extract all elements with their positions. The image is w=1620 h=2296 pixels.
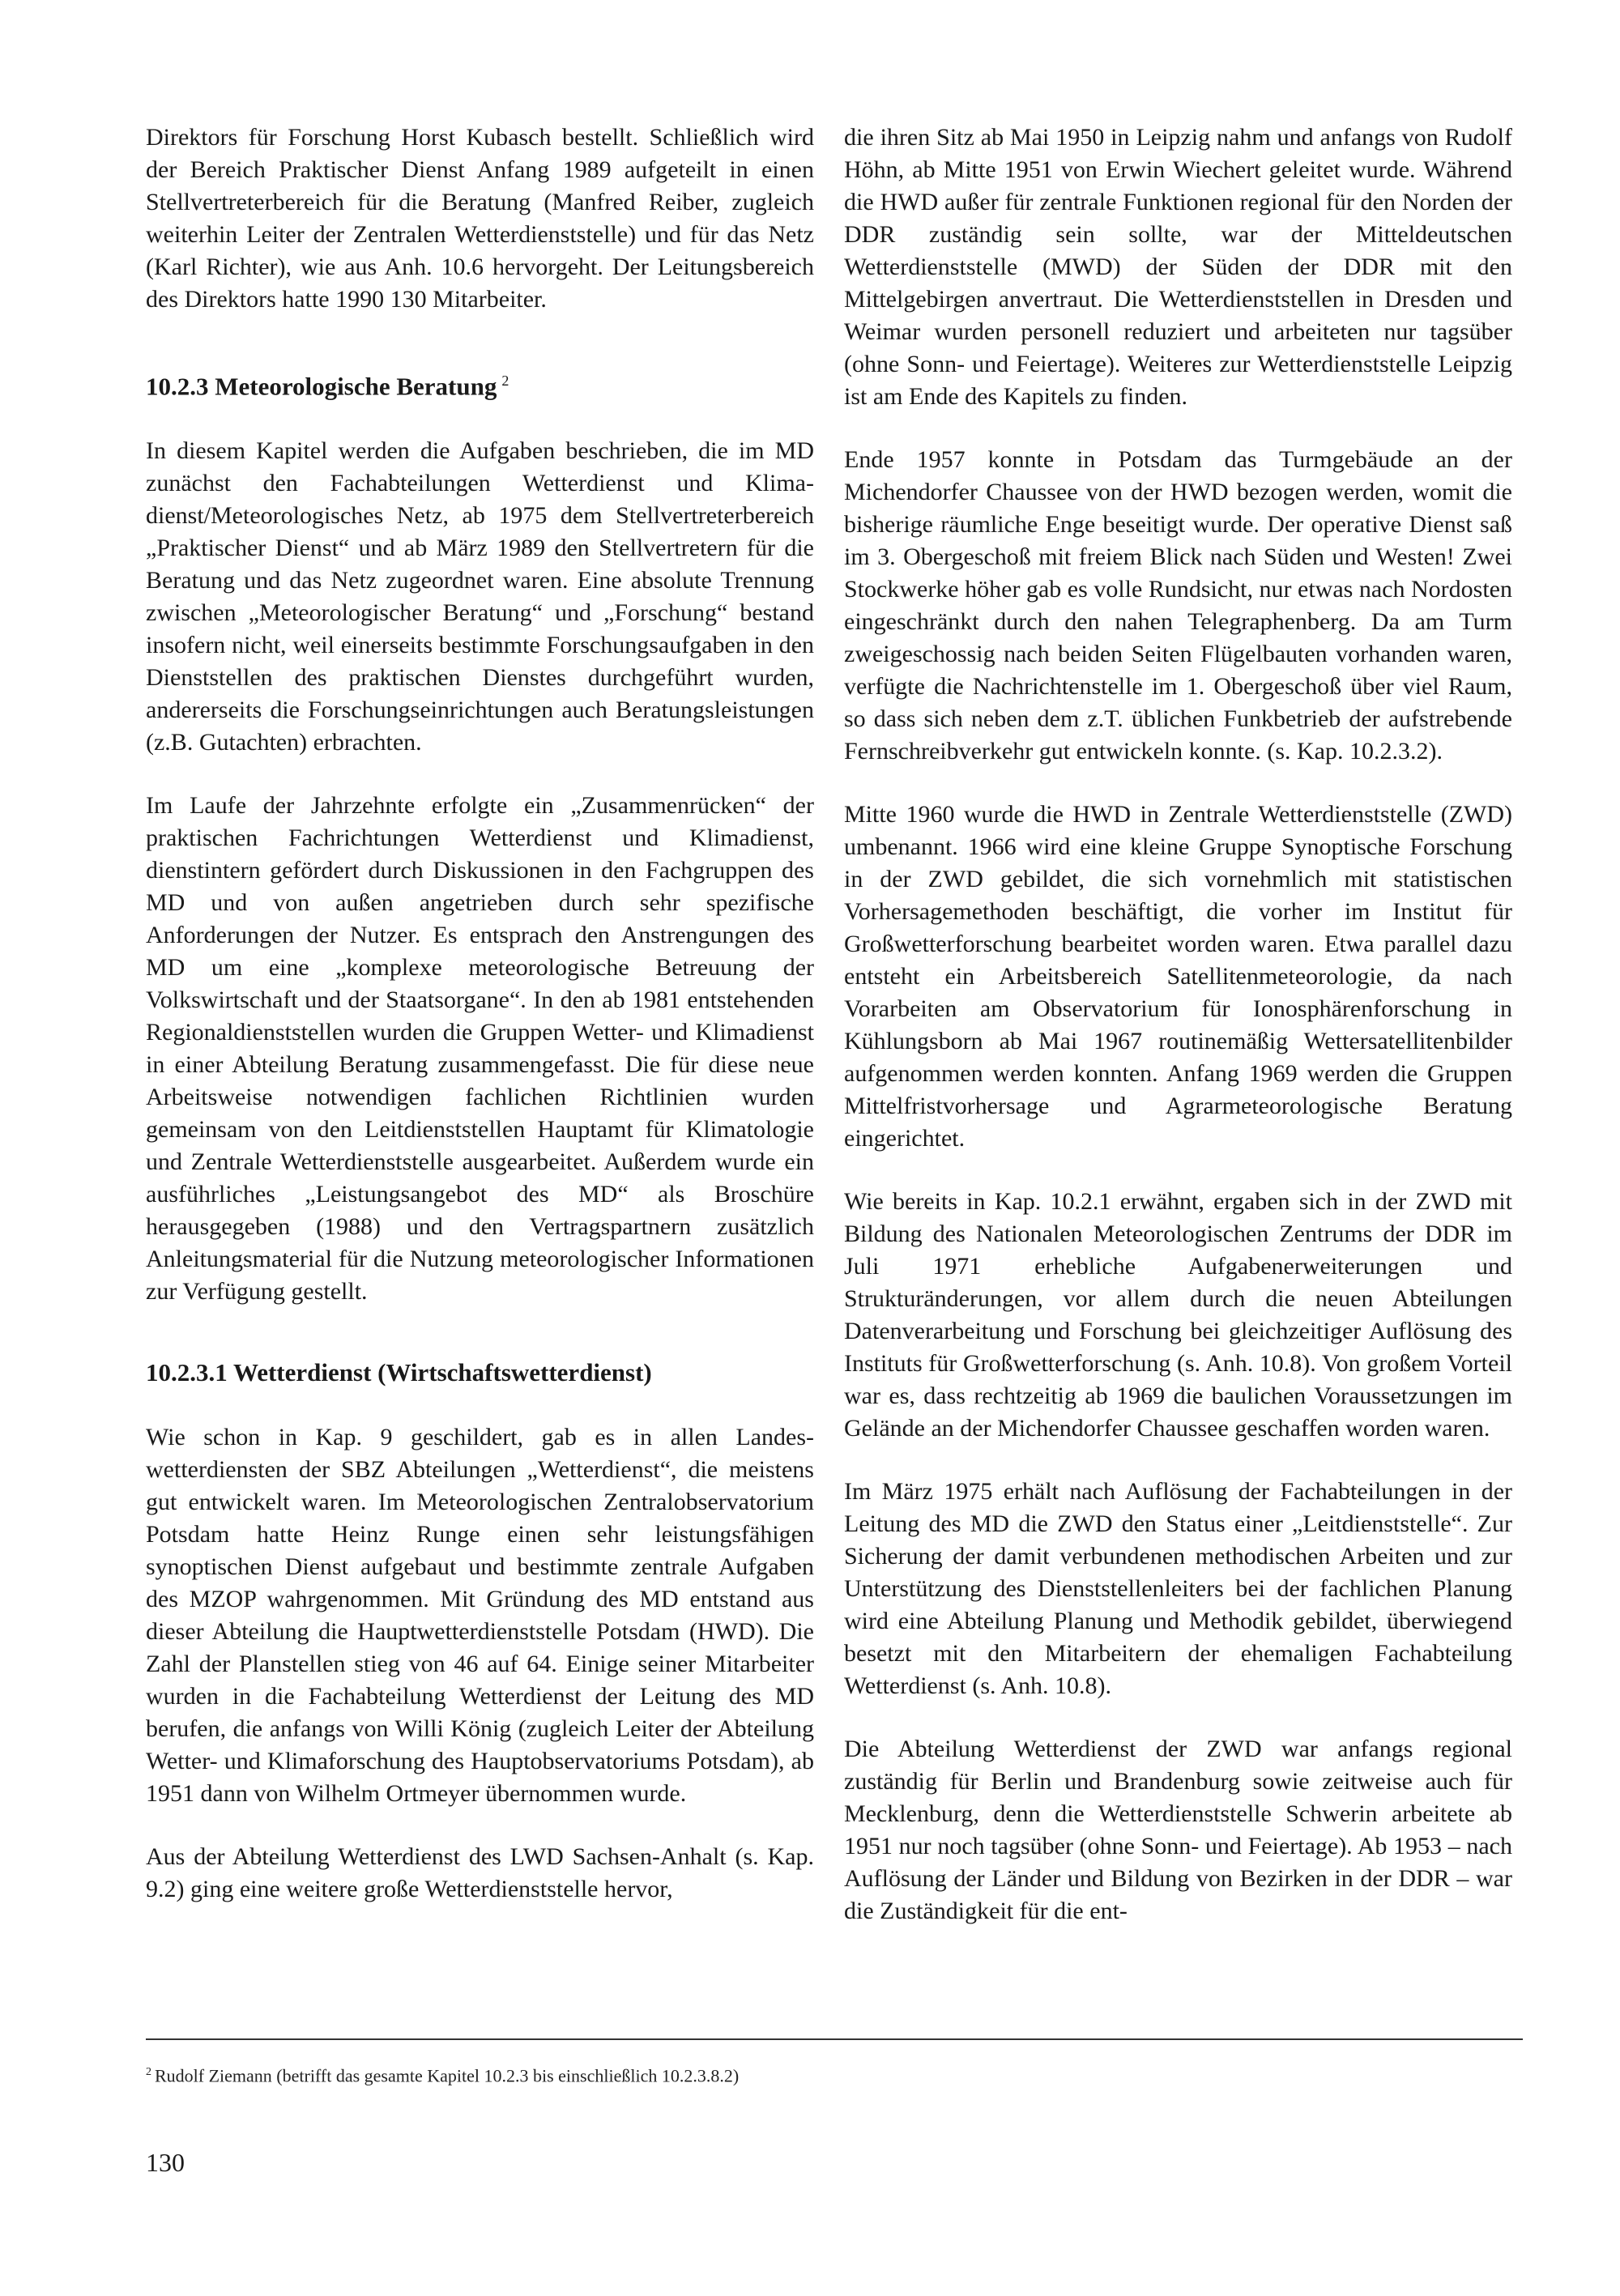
footnote — [146, 2061, 739, 2087]
footnote-mark: 2 — [146, 2066, 151, 2078]
paragraph: die ihren Sitz ab Mai 1950 in Leipzig nahm und anfangs von Rudolf Höhn, ab Mitte 1951 von Erwin Wiechert geleitet wurde. Während die HWD außer für zentrale Funktionen regional für den Norden der DDR zuständig sein sollte, war der Mitteldeutschen Wetterdienststelle (MWD) der Süden der DDR mit den Mittelgebirgen anvertraut. Die Wetterdienststellen in Dresden und Weimar wurden personell reduziert und arbeiteten nur tagsüber (ohne Sonn- und Feiertage). Weiteres zur Wetterdienststelle Leipzig ist am Ende des Kapitels zu finden. — [844, 124, 1512, 410]
footnote-divider — [146, 2038, 1523, 2040]
section-heading-10-2-3 — [146, 364, 814, 403]
page-number: 130 — [146, 2148, 185, 2177]
paragraph: Wie bereits in Kap. 10.2.1 erwähnt, ergaben sich in der ZWD mit Bildung des Nationalen Meteorologischen Zentrums der DDR im Juli 1971 erhebliche Aufgabenerweiterungen und Strukturänderungen, vor allem durch die neuen Abteilungen Datenverarbeitung und Forschung bei gleichzeitiger Auflösung des Instituts für Großwetterforschung (s. Anh. 10.8). Von großem Vorteil war es, dass rechtzeitig ab 1969 die baulichen Voraussetzungen im Gelände an der Michendorfer Chaussee geschaffen worden waren. — [844, 1188, 1512, 1442]
footnote-text: Rudolf Ziemann (betrifft das gesamte Kapitel 10.2.3 bis einschließlich 10.2.3.8.2) — [155, 2065, 740, 2086]
paragraph: In diesem Kapitel werden die Aufgaben beschrieben, die im MD zunächst den Fachabteilungen Wetterdienst und Klimadienst/Meteorologisches Netz, ab 1975 dem Stellvertreterbereich „Praktischer Dienst“ und ab März 1989 den Stellvertretern für die Beratung und das Netz zugeordnet waren. Eine absolute Trennung zwischen „Meteorologischer Beratung“ und „Forschung“ bestand insofern nicht, weil einerseits bestimmte Forschungsaufgaben in den Dienststellen des praktischen Dienstes durchgeführt wurden, andererseits die Forschungseinrichtungen auch Beratungsleistungen (z.B. Gutachten) erbrachten. — [146, 437, 814, 756]
paragraph: Mitte 1960 wurde die HWD in Zentrale Wetterdienststelle (ZWD) umbenannt. 1966 wird eine kleine Gruppe Synoptische Forschung in der ZWD gebildet, die sich vornehmlich mit statistischen Vorhersagemethoden beschäftigt, die vorher im Institut für Großwetterforschung bearbeitet worden waren. Etwa parallel dazu entsteht ein Arbeitsbereich Satellitenmeteorologie, da nach Vorarbeiten am Observatorium für Ionosphärenforschung in Kühlungsborn ab Mai 1967 routinemäßig Wettersatellitenbilder aufgenommen werden konnten. Anfang 1969 werden die Gruppen Mittelfristvorhersage und Agrarmeteorologische Beratung eingerichtet. — [844, 801, 1512, 1152]
section-heading-10-2-3-1: 10.2.3.1 Wetterdienst (Wirtschaftswetterdienst) — [146, 1358, 652, 1387]
right-column — [844, 121, 1512, 1928]
paragraph: Aus der Abteilung Wetterdienst des LWD Sachsen-Anhalt (s. Kap. 9.2) ging eine weitere große Wetterdienststelle hervor, — [146, 1843, 814, 1903]
paragraph: Wie schon in Kap. 9 geschildert, gab es in allen Landeswetterdiensten der SBZ Abteilungen „Wetterdienst“, die meistens gut entwickelt waren. Im Meteorologischen Zentralobservatorium Potsdam hatte Heinz Runge einen sehr leistungsfähigen synoptischen Dienst aufgebaut und bestimmte zentrale Aufgaben des MZOP wahrgenommen. Mit Gründung des MD entstand aus dieser Abteilung die Hauptwetterdienststelle Potsdam (HWD). Die Zahl der Planstellen stieg von 46 auf 64. Einige seiner Mitarbeiter wurden in die Fachabteilung Wetterdienst der Leitung des MD berufen, die anfangs von Willi König (zugleich Leiter der Abteilung Wetter- und Klimaforschung des Hauptobservatoriums Potsdam), ab 1951 dann von Wilhelm Ortmeyer übernommen wurde. — [146, 1424, 814, 1808]
paragraph: Direktors für Forschung Horst Kubasch bestellt. Schließlich wird der Bereich Praktischer Dienst Anfang 1989 aufgeteilt in einen Stellvertreterbereich für die Beratung (Manfred Reiber, zugleich weiterhin Leiter der Zentralen Wetterdienststelle) und für das Netz (Karl Richter), wie aus Anh. 10.6 hervorgeht. Der Leitungsbereich des Direktors hatte 1990 130 Mitarbeiter. — [146, 124, 814, 313]
footnote-marker: 2 — [501, 373, 509, 389]
paragraph: Die Abteilung Wetterdienst der ZWD war anfangs regional zuständig für Berlin und Brandenburg sowie zeitweise auch für Mecklenburg, denn die Wetterdienststelle Schwerin arbeitete ab 1951 nur noch tagsüber (ohne Sonn- und Feiertage). Ab 1953 – nach Auflösung der Länder und Bildung von Bezirken in der DDR – war die Zuständigkeit für die ent- — [844, 1736, 1512, 1924]
heading-text: 10.2.3 Meteorologische Beratung — [146, 372, 497, 401]
paragraph: Im Laufe der Jahrzehnte erfolgte ein „Zusammenrücken“ der praktischen Fachrichtungen Wetterdienst und Klimadienst, dienstintern gefördert durch Diskussionen in den Fachgruppen des MD und von außen angetrieben durch sehr spezifische Anforderungen der Nutzer. Es entsprach den Anstrengungen des MD um eine „komplexe meteorologische Betreuung der Volkswirtschaft und der Staatsorgane“. In den ab 1981 entstehenden Regionaldienststellen wurden die Gruppen Wetter- und Klimadienst in einer Abteilung Beratung zusammengefasst. Die für diese neue Arbeitsweise notwendigen fachlichen Richtlinien wurden gemeinsam von den Leitdienststellen Hauptamt für Klimatologie und Zentrale Wetterdienststelle ausgearbeitet. Außerdem wurde ein ausführliches „Leistungsangebot des MD“ als Broschüre herausgegeben (1988) und den Vertragspartnern zusätzlich Anleitungsmaterial für die Nutzung meteorologischer Informationen zur Verfügung gestellt. — [146, 792, 814, 1306]
paragraph: Ende 1957 konnte in Potsdam das Turmgebäude an der Michendorfer Chaussee von der HWD bezogen werden, womit die bisherige räumliche Enge beseitigt wurde. Der operative Dienst saß im 3. Obergeschoß mit freiem Blick nach Süden und Westen! Zwei Stockwerke höher gab es volle Rundsicht, nur etwas nach Nordosten eingeschränkt durch den nahen Telegraphenberg. Da am Turm zweigeschossig nach beiden Seiten Flügelbauten vorhanden waren, verfügte die Nachrichtenstelle im 1. Obergeschoß über viel Raum, so dass sich neben dem z.T. üblichen Funkbetrieb der aufstrebende Fernschreibverkehr gut entwickeln konnte. (s. Kap. 10.2.3.2). — [844, 446, 1512, 765]
left-column — [146, 121, 814, 1906]
paragraph: Im März 1975 erhält nach Auflösung der Fachabteilungen in der Leitung des MD die ZWD den Status einer „Leitdienststelle“. Zur Sicherung der damit verbundenen methodischen Arbeiten und zur Unterstützung des Dienststellenleiters bei der fachlichen Planung wird eine Abteilung Planung und Methodik gebildet, überwiegend besetzt mit den Mitarbeitern der ehemaligen Fachabteilung Wetterdienst (s. Anh. 10.8). — [844, 1478, 1512, 1699]
